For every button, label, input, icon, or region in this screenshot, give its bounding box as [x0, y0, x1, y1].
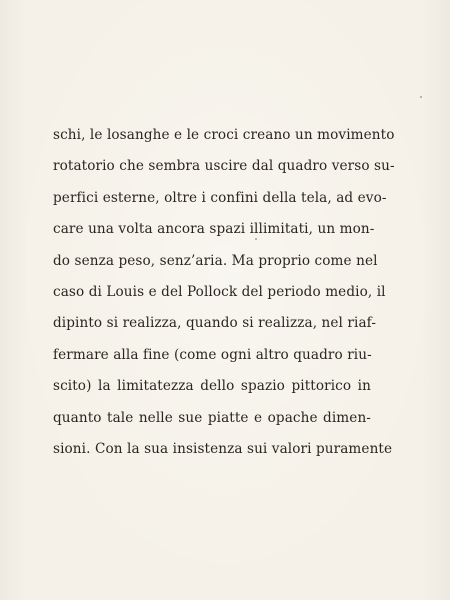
text-line: perfici esterne, oltre i confini della tela, ad evo-	[53, 189, 387, 206]
text-line: scito) la limitatezza dello spazio pittorico in	[53, 378, 371, 395]
text-line: dipinto si realizza, quando si realizza, nel riaf-	[53, 315, 377, 332]
text-line: fermare alla fine (come ogni altro quadro riu-	[53, 346, 372, 363]
body-text	[53, 120, 395, 465]
paper-speck	[255, 238, 257, 240]
text-line: schi, le losanghe e le croci creano un movimento	[53, 127, 395, 143]
paper-speck	[420, 96, 422, 98]
text-line: caso di Louis e del Pollock del periodo medio, il	[53, 283, 386, 300]
text-line: sioni. Con la sua insistenza sui valori puramente	[53, 440, 393, 457]
text-line: care una volta ancora spazi illimitati, un mon-	[53, 221, 375, 238]
text-line: quanto tale nelle sue piatte e opache dimen-	[53, 409, 371, 426]
text-line: rotatorio che sembra uscire dal quadro verso su-	[53, 158, 395, 175]
text-line: do senza peso, senz’aria. Ma proprio come nel	[53, 252, 378, 269]
